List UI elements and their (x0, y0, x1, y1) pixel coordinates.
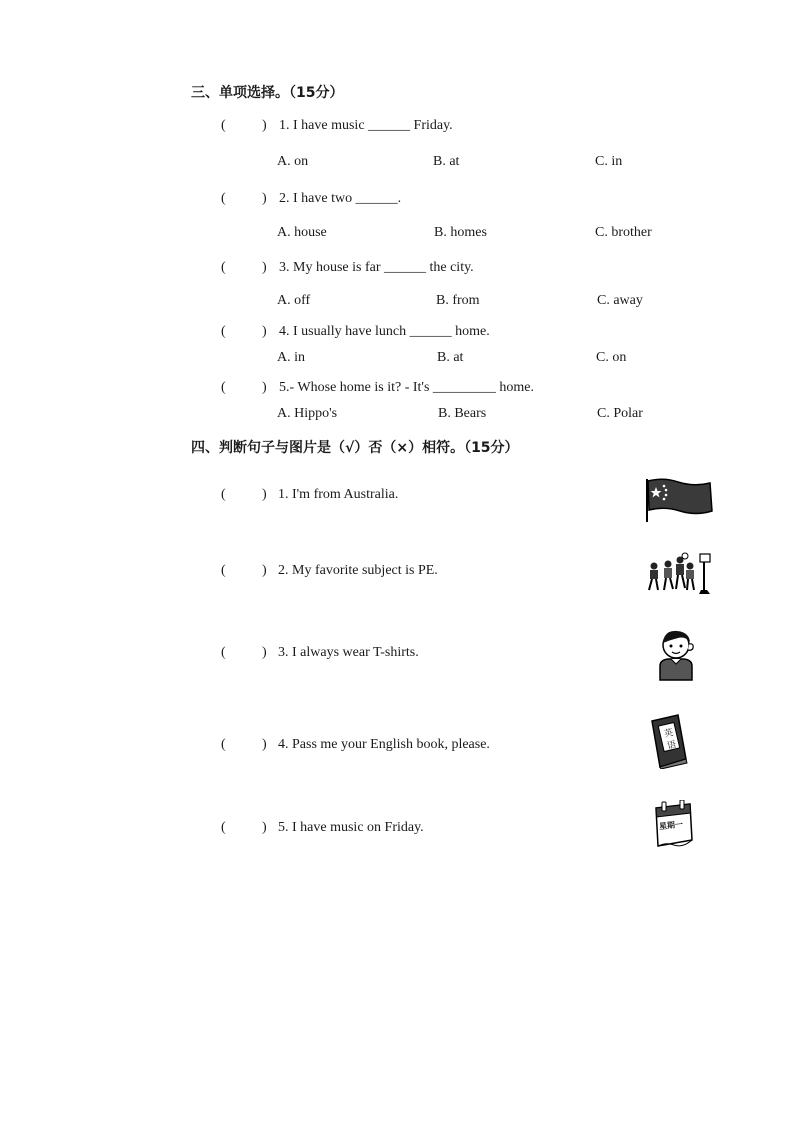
answer-paren-close[interactable]: ) (262, 487, 267, 502)
answer-paren-close[interactable]: ) (262, 820, 267, 835)
book-title-text-1: 英 (663, 728, 675, 740)
basketball-kids-icon (644, 552, 718, 598)
option-a: A. on (277, 154, 309, 169)
answer-paren-open[interactable]: ( (221, 820, 226, 835)
section4-heading: 四、判断句子与图片是（√）否（×）相符。（15分） (191, 440, 519, 456)
answer-paren-close[interactable]: ) (262, 118, 267, 133)
answer-paren-open[interactable]: ( (221, 324, 226, 339)
option-c: C. brother (595, 225, 652, 240)
answer-paren-open[interactable]: ( (221, 487, 226, 502)
option-c: C. away (597, 293, 643, 308)
boy-tshirt-icon (652, 626, 700, 682)
question-text: 5. I have music on Friday. (278, 820, 424, 835)
calendar-label: 星期一 (658, 819, 684, 832)
option-c: C. on (596, 350, 627, 365)
option-a: A. house (277, 225, 327, 240)
china-flag-icon (642, 477, 714, 523)
calendar-monday-icon (648, 800, 696, 850)
english-book-icon (648, 713, 690, 769)
option-b: B. at (433, 154, 460, 169)
question-text: 1. I'm from Australia. (278, 487, 399, 502)
question-text: 3. My house is far ______ the city. (279, 260, 474, 275)
answer-paren-open[interactable]: ( (221, 737, 226, 752)
option-b: B. at (437, 350, 464, 365)
answer-paren-close[interactable]: ) (262, 563, 267, 578)
option-c: C. in (595, 154, 623, 169)
answer-paren-close[interactable]: ) (262, 737, 267, 752)
answer-paren-open[interactable]: ( (221, 563, 226, 578)
option-b: B. Bears (438, 406, 487, 421)
option-a: A. Hippo's (277, 406, 338, 421)
answer-paren-open[interactable]: ( (221, 191, 226, 206)
book-title-text-2: 语 (666, 740, 678, 752)
option-b: B. homes (434, 225, 487, 240)
question-text: 4. I usually have lunch ______ home. (279, 324, 490, 339)
question-text: 2. I have two ______. (279, 191, 402, 206)
option-a: A. off (277, 293, 311, 308)
answer-paren-open[interactable]: ( (221, 118, 226, 133)
answer-paren-open[interactable]: ( (221, 260, 226, 275)
section3-heading: 三、单项选择。（15分） (191, 85, 344, 101)
answer-paren-open[interactable]: ( (221, 380, 226, 395)
option-b: B. from (436, 293, 480, 308)
option-a: A. in (277, 350, 305, 365)
question-text: 5.- Whose home is it? - It's _________ home. (279, 380, 535, 395)
question-text: 1. I have music ______ Friday. (279, 118, 453, 133)
question-text: 4. Pass me your English book, please. (278, 737, 490, 752)
answer-paren-close[interactable]: ) (262, 380, 267, 395)
answer-paren-close[interactable]: ) (262, 324, 267, 339)
answer-paren-close[interactable]: ) (262, 191, 267, 206)
option-c: C. Polar (597, 406, 643, 421)
answer-paren-open[interactable]: ( (221, 645, 226, 660)
answer-paren-close[interactable]: ) (262, 260, 267, 275)
answer-paren-close[interactable]: ) (262, 645, 267, 660)
question-text: 2. My favorite subject is PE. (278, 563, 438, 578)
question-text: 3. I always wear T-shirts. (278, 645, 419, 660)
